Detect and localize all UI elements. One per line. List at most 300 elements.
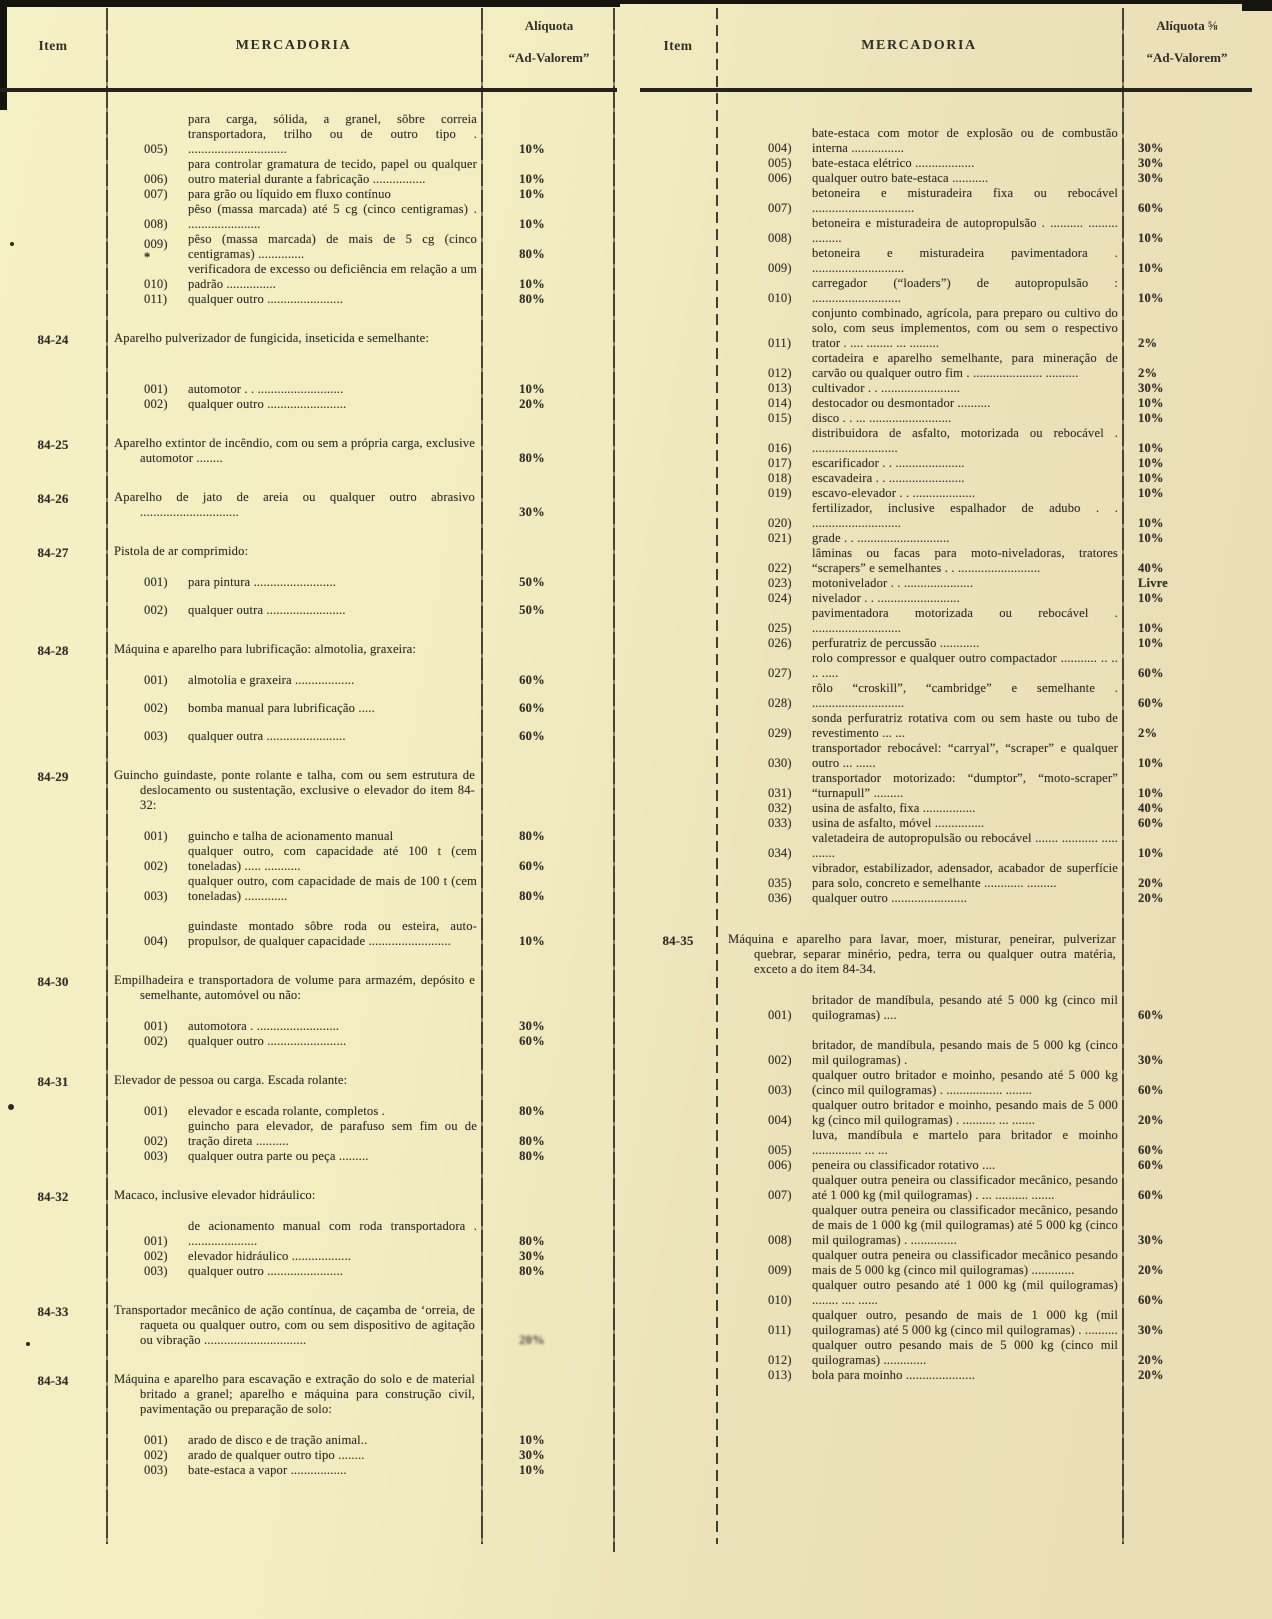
subitem-row: [106, 829, 617, 844]
subitem-text: qualquer outro, com capacidade de mais de 100 t (cem toneladas) .............: [188, 874, 477, 903]
subitem-text: betoneira e misturadeira pavimentadora . ............................: [812, 246, 1118, 275]
rate-value: 20%: [1138, 876, 1164, 890]
table-body-right: [640, 92, 1252, 1383]
item-code: 84-34: [37, 1373, 69, 1388]
mercadoria-cell: [106, 1303, 617, 1348]
heading-row: [106, 1188, 617, 1203]
rate-cell: [481, 451, 617, 466]
subitem-code: 010): [768, 1293, 792, 1307]
tariff-section: [0, 436, 617, 466]
subitem-row: [106, 187, 617, 202]
tariff-section: [0, 1188, 617, 1279]
subitem-code: 029): [768, 726, 792, 740]
section-heading: Máquina e aparelho para lubrificação: almotolia, graxeira:: [114, 642, 417, 656]
rate-value: 80%: [519, 451, 545, 465]
item-code: 84-25: [37, 437, 69, 452]
header-mercadoria: MERCADORIA: [235, 38, 352, 53]
subitem-code: 014): [768, 396, 792, 410]
subitem-text: rolo compressor e qualquer outro compactador ........... .. .. .. .....: [812, 651, 1118, 680]
subitem-row: [716, 486, 1252, 501]
rate-value: 10%: [519, 382, 545, 396]
rate-value: 10%: [1138, 786, 1164, 800]
subitem-text: qualquer outro pesando mais de 5 000 kg (cinco mil quilogramas) .............: [812, 1338, 1118, 1367]
subitem-code: 016): [768, 441, 792, 455]
subitem-code: 034): [768, 846, 792, 860]
item-code: 84-26: [37, 491, 69, 506]
subitem-code: 001): [144, 575, 168, 589]
heading-row: [106, 973, 617, 1003]
item-code: 84-29: [37, 769, 69, 784]
mercadoria-cell: [106, 973, 617, 1049]
rate-value: 60%: [1138, 1008, 1164, 1022]
subitem-text: para controlar gramatura de tecido, papel ou qualquer outro material durante a fabricação ................: [188, 157, 477, 186]
subitem-text: vibrador, estabilizador, adensador, acabador de superfície para solo, concreto e semelhante ............ .........: [812, 861, 1118, 890]
tariff-section: [0, 1372, 617, 1478]
subitem-code: 021): [768, 531, 792, 545]
subitem-text: usina de asfalto, móvel ...............: [812, 816, 985, 830]
section-heading: Transportador mecânico de ação contínua, de caçamba de ‘orreia, de raqueta ou qualquer outro, com ou sem dispositivo de agitação ou vibração ...............................: [114, 1303, 475, 1347]
subitem-code: 002): [144, 603, 168, 617]
subitem-code: 008): [768, 1233, 792, 1247]
rate-value: 80%: [519, 1264, 545, 1278]
subitem-text: destocador ou desmontador ..........: [812, 396, 991, 410]
subitem-row: [106, 262, 617, 292]
rate-value: 80%: [519, 889, 545, 903]
rate-value: 20%: [519, 1333, 545, 1347]
rate-value: 10%: [519, 277, 545, 291]
subitem-text: conjunto combinado, agrícola, para preparo ou cultivo do solo, com seus implementos, com ou sem o respectivo trator . .... ........ ... .........: [812, 306, 1118, 350]
mercadoria-cell: [106, 1188, 617, 1279]
subitem-text: bomba manual para lubrificação .....: [188, 701, 375, 715]
rate-value: 10%: [1138, 411, 1164, 425]
rate-value: 10%: [1138, 261, 1164, 275]
rate-value: 30%: [1138, 171, 1164, 185]
subitem-text: qualquer outra peneira ou classificador mecânico, pesando até 1 000 kg (mil quilogramas) . ... .......... .......: [812, 1173, 1118, 1202]
subitem-text: bate-estaca com motor de explosão ou de combustão interna ................: [812, 126, 1118, 155]
subitem-text: britador, de mandíbula, pesando mais de 5 000 kg (cinco mil quilogramas) .: [812, 1038, 1118, 1067]
subitem-list: [106, 1104, 617, 1164]
subitem-text: automotora . .........................: [188, 1019, 340, 1033]
subitem-code: 002): [144, 1448, 168, 1462]
tariff-table-right: [640, 8, 1252, 1580]
rate-cell: [481, 505, 617, 520]
subitem-code: 020): [768, 516, 792, 530]
subitem-text: guincho e talha de acionamento manual: [188, 829, 394, 843]
subitem-row: [106, 232, 617, 262]
subitem-text: para carga, sólida, a granel, sôbre correia transportadora, trilho ou de outro tipo . ..............................: [188, 112, 477, 156]
subitem-code: 004): [768, 141, 792, 155]
subitem-text: qualquer outro .......................: [188, 292, 344, 306]
subitem-row: [716, 186, 1252, 216]
subitem-row: [716, 711, 1252, 741]
rate-value: 10%: [1138, 396, 1164, 410]
item-code: 84-33: [37, 1304, 69, 1319]
subitem-code: 024): [768, 591, 792, 605]
rate-value: 2%: [1138, 726, 1158, 740]
item-code: 84-31: [37, 1074, 69, 1089]
rate-value: 60%: [519, 1034, 545, 1048]
rate-value: 10%: [519, 187, 545, 201]
subitem-row: [106, 575, 617, 590]
subitem-row: [106, 919, 617, 949]
subitem-text: qualquer outra peneira ou classificador mecânico, pesando de mais de 1 000 kg (mil quilogramas) até 5 000 kg (cinco mil quilogramas) . ..............: [812, 1203, 1118, 1247]
subitem-row: [716, 381, 1252, 396]
subitem-row: [716, 456, 1252, 471]
subitem-text: bola para moinho .....................: [812, 1368, 976, 1382]
rate-value: 10%: [1138, 516, 1164, 530]
subitem-text: britador de mandíbula, pesando até 5 000 kg (cinco mil quilogramas) ....: [812, 993, 1118, 1022]
scan-top-bar-left: [0, 0, 620, 7]
subitem-row: [716, 816, 1252, 831]
subitem-text: arado de qualquer outro tipo ........: [188, 1448, 365, 1462]
rate-value: 30%: [1138, 141, 1164, 155]
mercadoria-cell: [106, 642, 617, 744]
subitem-row: [716, 126, 1252, 156]
subitem-row: [716, 1173, 1252, 1203]
tariff-section: [640, 126, 1252, 906]
rate-value: 60%: [519, 701, 545, 715]
subitem-code: 007): [768, 1188, 792, 1202]
rate-value: 50%: [519, 603, 545, 617]
subitem-list: [106, 112, 617, 307]
rate-value: 30%: [1138, 1233, 1164, 1247]
subitem-code: 005): [144, 142, 168, 156]
rate-value: 20%: [1138, 1353, 1164, 1367]
subitem-row: [716, 1203, 1252, 1248]
subitem-row: [716, 681, 1252, 711]
subitem-text: carregador (“loaders”) de autopropulsão : ...........................: [812, 276, 1118, 305]
subitem-code: 032): [768, 801, 792, 815]
mercadoria-cell: [106, 768, 617, 949]
subitem-code: 003): [144, 1149, 168, 1163]
rate-value: 30%: [519, 505, 545, 519]
subitem-row: [106, 157, 617, 187]
subitem-row: [106, 1104, 617, 1119]
section-heading: Guincho guindaste, ponte rolante e talha, com ou sem estrutura de deslocamento ou sustentação, exclusive o elevador do item 84-32:: [114, 768, 475, 812]
subitem-code: 011): [768, 336, 792, 350]
rate-value: 20%: [1138, 1368, 1164, 1382]
item-code: 84-28: [37, 643, 69, 658]
rate-value: 10%: [1138, 441, 1164, 455]
subitem-code: 013): [768, 1368, 792, 1382]
subitem-code: 003): [144, 1463, 168, 1477]
subitem-row: [106, 874, 617, 904]
heading-row: [106, 331, 617, 346]
subitem-row: [716, 426, 1252, 456]
subitem-text: elevador e escada rolante, completos .: [188, 1104, 385, 1118]
subitem-row: [106, 1448, 617, 1463]
header-item: Item: [663, 38, 693, 53]
section-heading: Macaco, inclusive elevador hidráulico:: [114, 1188, 316, 1202]
rate-value: 60%: [519, 859, 545, 873]
subitem-row: [716, 1368, 1252, 1383]
subitem-list: [106, 673, 617, 744]
rate-value: 30%: [1138, 1053, 1164, 1067]
mercadoria-cell: [106, 112, 617, 307]
subitem-code: 003): [768, 1083, 792, 1097]
subitem-code: 005): [768, 1143, 792, 1157]
subitem-row: [716, 396, 1252, 411]
subitem-text: arado de disco e de tração animal..: [188, 1433, 368, 1447]
heading-row: [106, 436, 617, 466]
table-header-left: [0, 8, 617, 92]
mercadoria-cell: [716, 126, 1252, 906]
rate-value: 10%: [1138, 486, 1164, 500]
rate-value: 20%: [519, 397, 545, 411]
subitem-row: [716, 771, 1252, 801]
subitem-code: 009) *: [144, 237, 188, 262]
subitem-text: almotolia e graxeira ..................: [188, 673, 355, 687]
subitem-text: verificadora de excesso ou deficiência em relação a um padrão ...............: [188, 262, 477, 291]
subitem-code: 007): [144, 187, 168, 201]
subitem-text: lâminas ou facas para moto-niveladoras, tratores “scrapers” e semelhantes . . .........................: [812, 546, 1118, 575]
subitem-code: 006): [144, 172, 168, 186]
subitem-code: 005): [768, 156, 792, 170]
subitem-code: 002): [144, 701, 168, 715]
subitem-code: 009): [768, 261, 792, 275]
subitem-text: pavimentadora motorizada ou rebocável . ...........................: [812, 606, 1118, 635]
subitem-row: [106, 1019, 617, 1034]
subitem-row: [716, 306, 1252, 351]
rate-value: 20%: [1138, 891, 1164, 905]
subitem-list: [106, 575, 617, 618]
subitem-row: [716, 246, 1252, 276]
subitem-text: escarificador . . .....................: [812, 456, 965, 470]
subitem-row: [716, 636, 1252, 651]
mercadoria-cell: [106, 1073, 617, 1164]
rate-value: 10%: [1138, 621, 1164, 635]
mercadoria-cell: [716, 932, 1252, 1383]
subitem-row: [716, 531, 1252, 546]
subitem-text: para grão ou líquido em fluxo contínuo: [188, 187, 391, 201]
subitem-row: [716, 411, 1252, 426]
subitem-text: bate-estaca a vapor .................: [188, 1463, 347, 1477]
section-heading: Empilhadeira e transportadora de volume para armazém, depósito e semelhante, automóvel ou não:: [114, 973, 475, 1002]
rate-value: 60%: [1138, 1083, 1164, 1097]
subitem-code: 023): [768, 576, 792, 590]
subitem-code: 002): [144, 397, 168, 411]
mercadoria-cell: [106, 1372, 617, 1478]
header-advalorem: “Ad-Valorem”: [508, 50, 590, 65]
tariff-section: [0, 112, 617, 307]
subitem-text: qualquer outro .......................: [188, 1264, 344, 1278]
rate-value: 80%: [519, 247, 545, 261]
subitem-text: qualquer outro bate-estaca ...........: [812, 171, 989, 185]
rate-value: 60%: [1138, 201, 1164, 215]
rate-value: 10%: [519, 142, 545, 156]
subitem-row: [106, 701, 617, 716]
subitem-code: 019): [768, 486, 792, 500]
subitem-code: 035): [768, 876, 792, 890]
rate-value: 40%: [1138, 561, 1164, 575]
subitem-row: [716, 1338, 1252, 1368]
subitem-list: [106, 1433, 617, 1478]
rate-value: 10%: [1138, 636, 1164, 650]
subitem-text: valetadeira de autopropulsão ou rebocável ....... ........... ..... .......: [812, 831, 1118, 860]
subitem-text: disco . . ... .........................: [812, 411, 952, 425]
subitem-text: qualquer outro britador e moinho, pesando mais de 5 000 kg (cinco mil quilogramas) . .......... ... .......: [812, 1098, 1118, 1127]
section-heading: Elevador de pessoa ou carga. Escada rolante:: [114, 1073, 348, 1087]
rate-value: 20%: [1138, 1113, 1164, 1127]
subitem-text: transportador motorizado: “dumptor”, “moto-scraper” “turnapull” .........: [812, 771, 1118, 800]
subitem-text: luva, mandíbula e martelo para britador e moinho ............... ... ...: [812, 1128, 1118, 1157]
subitem-code: 001): [144, 829, 168, 843]
scan-top-bar-right: [620, 0, 1272, 4]
subitem-row: [106, 844, 617, 874]
subitem-code: 030): [768, 756, 792, 770]
subitem-row: [716, 651, 1252, 681]
header-item: Item: [38, 38, 68, 53]
subitem-code: 033): [768, 816, 792, 830]
tariff-section: [0, 642, 617, 744]
heading-row: [106, 490, 617, 520]
subitem-code: 036): [768, 891, 792, 905]
header-aliquota: Alíquota ⅝: [1156, 18, 1218, 33]
heading-row: [106, 642, 617, 657]
item-code: 84-27: [37, 545, 69, 560]
subitem-text: qualquer outro ........................: [188, 1034, 347, 1048]
subitem-row: [716, 1278, 1252, 1308]
rate-value: 10%: [519, 217, 545, 231]
subitem-list: [106, 829, 617, 949]
rate-value: Livre: [1138, 576, 1168, 590]
subitem-code: 002): [144, 1034, 168, 1048]
subitem-code: 002): [144, 1249, 168, 1263]
section-heading: Aparelho extintor de incêndio, com ou sem a própria carga, exclusive automotor ........: [114, 436, 475, 465]
heading-row: [716, 932, 1252, 977]
subitem-row: [716, 171, 1252, 186]
rate-value: 10%: [1138, 456, 1164, 470]
subitem-code: 001): [144, 1104, 168, 1118]
item-code: [640, 126, 716, 906]
heading-row: [106, 1073, 617, 1088]
rate-value: 60%: [1138, 1293, 1164, 1307]
subitem-text: qualquer outro, com capacidade até 100 t (cem toneladas) ..... ...........: [188, 844, 477, 873]
subitem-code: 011): [768, 1323, 792, 1337]
subitem-code: 011): [144, 292, 168, 306]
subitem-row: [716, 831, 1252, 861]
subitem-row: [716, 351, 1252, 381]
subitem-text: de acionamento manual com roda transportadora . .....................: [188, 1219, 477, 1248]
subitem-row: [716, 546, 1252, 576]
rate-value: 60%: [519, 729, 545, 743]
rate-value: 10%: [1138, 591, 1164, 605]
subitem-code: 008): [144, 217, 168, 231]
subitem-text: qualquer outra ........................: [188, 603, 346, 617]
tariff-table-left: [0, 8, 617, 1580]
subitem-text: qualquer outro ........................: [188, 397, 347, 411]
mercadoria-cell: [106, 331, 617, 412]
subitem-text: betoneira e misturadeira de autopropulsão . .......... ......... .........: [812, 216, 1118, 245]
table-header-right: [640, 8, 1252, 92]
rate-value: 2%: [1138, 366, 1158, 380]
subitem-text: fertilizador, inclusive espalhador de adubo . . ...........................: [812, 501, 1118, 530]
subitem-code: 015): [768, 411, 792, 425]
section-heading: Aparelho pulverizador de fungicida, inseticida e semelhante:: [114, 331, 429, 345]
rate-value: 50%: [519, 575, 545, 589]
subitem-row: [716, 861, 1252, 891]
subitem-row: [716, 1038, 1252, 1068]
rate-value: 40%: [1138, 801, 1164, 815]
rate-value: 80%: [519, 1234, 545, 1248]
tariff-section: [640, 932, 1252, 1383]
tariff-section: [0, 1303, 617, 1348]
subitem-row: [106, 1119, 617, 1149]
heading-row: [106, 768, 617, 813]
subitem-code: 025): [768, 621, 792, 635]
rate-value: 10%: [519, 172, 545, 186]
subitem-row: [106, 1219, 617, 1249]
mercadoria-cell: [106, 490, 617, 520]
rate-value: 10%: [1138, 231, 1164, 245]
rate-value: 60%: [519, 673, 545, 687]
rate-value: 60%: [1138, 1143, 1164, 1157]
subitem-row: [716, 993, 1252, 1023]
heading-row: [106, 1303, 617, 1348]
rate-value: 10%: [1138, 291, 1164, 305]
rate-value: 60%: [1138, 816, 1164, 830]
tariff-section: [0, 973, 617, 1049]
subitem-code: 004): [768, 1113, 792, 1127]
subitem-text: pêso (massa marcada) de mais de 5 cg (cinco centigramas) ..............: [188, 232, 477, 261]
subitem-code: 002): [144, 859, 168, 873]
subitem-row: [106, 673, 617, 688]
rate-value: 30%: [519, 1249, 545, 1263]
rate-value: 30%: [1138, 381, 1164, 395]
subitem-row: [106, 292, 617, 307]
subitem-row: [716, 741, 1252, 771]
rate-value: 80%: [519, 292, 545, 306]
heading-row: [106, 544, 617, 559]
rate-value: 80%: [519, 1149, 545, 1163]
subitem-code: 010): [768, 291, 792, 305]
rate-value: 10%: [519, 1433, 545, 1447]
subitem-text: pêso (massa marcada) até 5 cg (cinco centigramas) . ......................: [188, 202, 477, 231]
mercadoria-cell: [106, 436, 617, 466]
header-advalorem: “Ad-Valorem”: [1146, 50, 1228, 65]
subitem-text: guindaste montado sôbre roda ou esteira, auto-propulsor, de qualquer capacidade .........................: [188, 919, 477, 948]
subitem-row: [106, 1463, 617, 1478]
rate-value: 2%: [1138, 336, 1158, 350]
rate-value: 60%: [1138, 666, 1164, 680]
subitem-code: 009): [768, 1263, 792, 1277]
subitem-code: 001): [144, 1019, 168, 1033]
subitem-text: motonivelador . . .....................: [812, 576, 974, 590]
subitem-text: cortadeira e aparelho semelhante, para mineração de carvão ou qualquer outro fim . ..................... ..........: [812, 351, 1118, 380]
subitem-text: nivelador . . .........................: [812, 591, 960, 605]
rate-value: 30%: [519, 1448, 545, 1462]
subitem-code: 003): [144, 729, 168, 743]
rate-value: 10%: [519, 1463, 545, 1477]
rate-value: 60%: [1138, 1158, 1164, 1172]
subitem-row: [716, 1128, 1252, 1158]
subitem-code: 001): [144, 1234, 168, 1248]
subitem-text: cultivador . . ........................: [812, 381, 961, 395]
rate-value: 80%: [519, 1104, 545, 1118]
subitem-code: 018): [768, 471, 792, 485]
subitem-row: [716, 1308, 1252, 1338]
subitem-code: 002): [768, 1053, 792, 1067]
rate-value: 80%: [519, 829, 545, 843]
tariff-section: [0, 490, 617, 520]
subitem-code: 006): [768, 1158, 792, 1172]
subitem-text: qualquer outra parte ou peça .........: [188, 1149, 369, 1163]
section-heading: Pistola de ar comprimido:: [114, 544, 249, 558]
subitem-row: [106, 603, 617, 618]
subitem-list: [106, 382, 617, 412]
rate-value: 30%: [1138, 156, 1164, 170]
subitem-text: qualquer outro britador e moinho, pesando até 5 000 kg (cinco mil quilogramas) . ................. ........: [812, 1068, 1118, 1097]
